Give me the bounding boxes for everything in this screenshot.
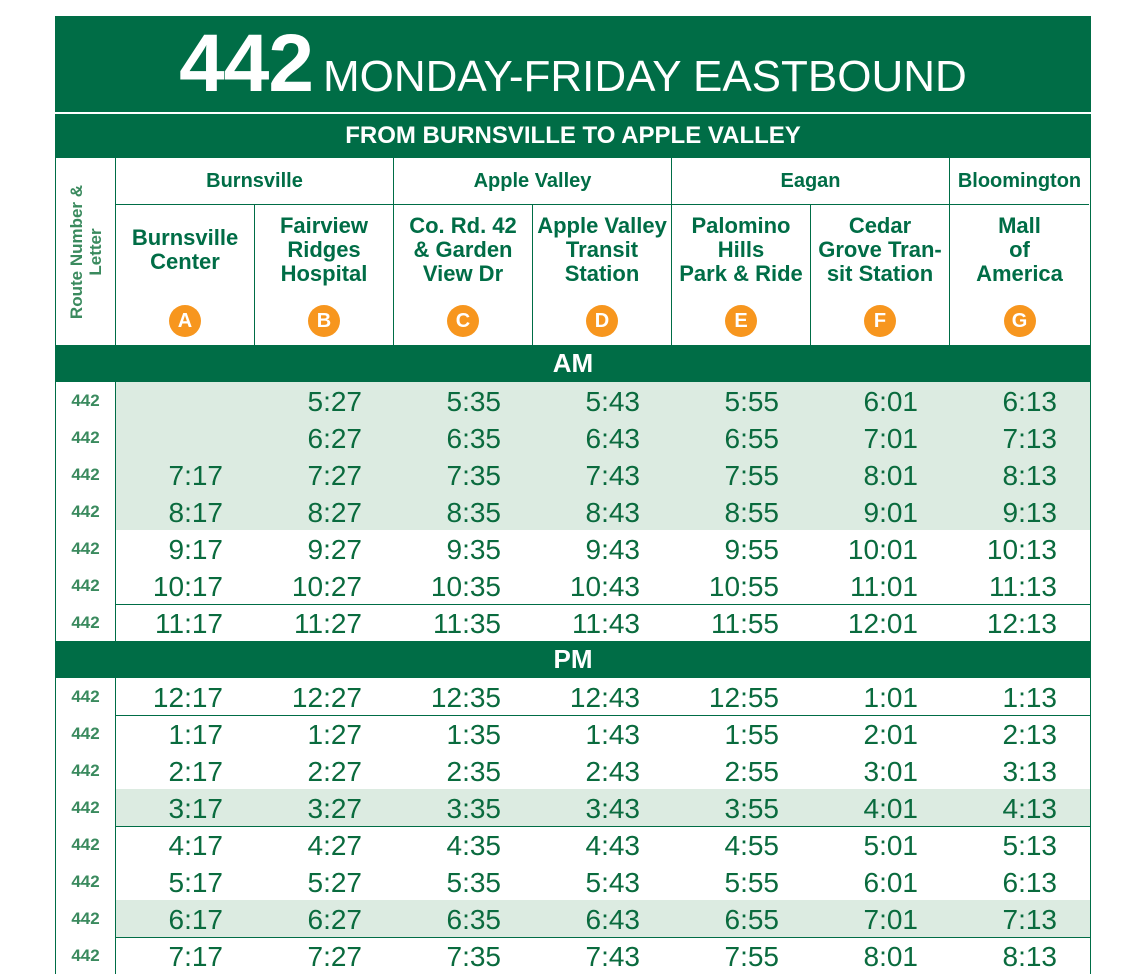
stop-name-line: Transit: [565, 237, 639, 262]
departure-time-cell: 12:43: [569, 682, 640, 713]
route-number-cell: 442: [56, 752, 116, 789]
departure-time-cell: 7:35: [446, 460, 501, 491]
stop-name-line: Co. Rd. 42: [409, 213, 517, 238]
departure-time-cell: 3:27: [307, 793, 362, 824]
table-row: [56, 900, 1090, 937]
route-number-cell: 442: [56, 826, 116, 863]
stop-name-line: Burnsville: [131, 225, 239, 250]
departure-time-cell: 1:43: [585, 719, 640, 750]
table-row: [56, 382, 1090, 419]
departure-time-cell: 7:01: [863, 904, 918, 935]
time-cells: [116, 752, 1090, 789]
departure-time-cell: 1:01: [863, 682, 918, 713]
departure-time-cell: 11:35: [433, 608, 501, 639]
departure-time-cell: 2:13: [1002, 719, 1057, 750]
departure-time-cell: 3:01: [863, 756, 918, 787]
departure-time-cell: 1:35: [446, 719, 501, 750]
departure-time-cell: 4:43: [585, 830, 640, 861]
route-number-cell: 442: [56, 456, 116, 493]
departure-time-cell: 7:35: [446, 941, 501, 972]
stop-column-header: [950, 205, 1089, 345]
departure-time-cell: 5:17: [168, 867, 223, 898]
stop-name-line: Palomino: [691, 213, 791, 238]
departure-time-cell: 4:01: [863, 793, 918, 824]
departure-time-cell: 5:35: [446, 386, 501, 417]
stop-name-line: Center: [150, 249, 220, 274]
departure-time-cell: 6:13: [1002, 867, 1057, 898]
departure-time-cell: 4:17: [168, 830, 223, 861]
timetable-header: [55, 158, 1091, 345]
schedule-title: MONDAY-FRIDAY EASTBOUND: [323, 52, 967, 101]
table-row: [56, 456, 1090, 493]
stop-name-lines: [132, 226, 238, 288]
departure-time-cell: 7:01: [863, 423, 918, 454]
table-row: [56, 752, 1090, 789]
departure-time-cell: 6:17: [168, 904, 223, 935]
departure-time-cell: 3:35: [446, 793, 501, 824]
time-cells: [116, 826, 1090, 863]
city-header: Bloomington: [950, 158, 1089, 205]
departure-time-cell: 3:17: [168, 793, 223, 824]
departure-time-cell: 7:27: [307, 941, 362, 972]
route-column-label: Route Number & Letter: [66, 184, 105, 319]
time-cells: [116, 419, 1090, 456]
stop-name: [811, 215, 949, 299]
pm-period-bar: PM: [55, 641, 1091, 678]
departure-time-cell: 7:13: [1002, 904, 1057, 935]
departure-time-cell: 11:43: [572, 608, 640, 639]
departure-time-cell: 3:13: [1002, 756, 1057, 787]
departure-time-cell: 10:01: [847, 534, 918, 565]
departure-time-cell: 6:01: [863, 867, 918, 898]
departure-time-cell: [116, 382, 255, 419]
departure-time-cell: 4:13: [1002, 793, 1057, 824]
departure-time-cell: 8:01: [863, 460, 918, 491]
departure-time-cell: 5:13: [1002, 830, 1057, 861]
departure-time-cell: 7:17: [168, 941, 223, 972]
stop-name-lines: [818, 214, 941, 300]
departure-time-cell: 10:17: [152, 571, 223, 602]
route-number-cell: 442: [56, 530, 116, 567]
stop-name-line: View Dr: [422, 261, 504, 286]
stop-name-line: Ridges: [287, 237, 361, 262]
stop-name-line: & Garden: [413, 237, 513, 262]
departure-time-cell: 12:17: [152, 682, 223, 713]
departure-time-cell: 7:27: [307, 460, 362, 491]
time-cells: [116, 863, 1090, 901]
table-row: [56, 715, 1090, 752]
table-row: [56, 937, 1090, 974]
schedule-sheet: [55, 16, 1091, 974]
time-cells: [116, 382, 1090, 419]
stop-name-line: Apple Valley: [537, 213, 667, 238]
stop-name-line: Cedar: [848, 213, 912, 238]
stop-name-lines: [976, 214, 1063, 300]
stop-name-line: Grove Tran-: [818, 237, 942, 262]
departure-time-cell: 10:43: [569, 571, 640, 602]
stop-letter-badge: F: [864, 305, 896, 337]
departure-time-cell: 12:35: [430, 682, 501, 713]
departure-time-cell: 2:17: [168, 756, 223, 787]
stop-name: [672, 215, 810, 299]
route-column-header: [56, 158, 116, 345]
time-cells: [116, 604, 1090, 641]
route-number-cell: 442: [56, 678, 116, 715]
city-header: Eagan: [672, 158, 950, 205]
am-period-bar: AM: [55, 345, 1091, 382]
stop-letter-badge: D: [586, 305, 618, 337]
departure-time-cell: 3:55: [724, 793, 779, 824]
departure-time-cell: 7:43: [585, 460, 640, 491]
departure-time-cell: 2:35: [446, 756, 501, 787]
stop-column-header: [811, 205, 950, 345]
departure-time-cell: 11:01: [850, 571, 918, 602]
table-row: [56, 493, 1090, 530]
departure-time-cell: 8:55: [724, 497, 779, 528]
departure-time-cell: 10:27: [291, 571, 362, 602]
departure-time-cell: 7:13: [1002, 423, 1057, 454]
departure-time-cell: 11:55: [711, 608, 779, 639]
table-row: [56, 789, 1090, 826]
departure-time-cell: 5:55: [724, 867, 779, 898]
departure-time-cell: 12:01: [847, 608, 918, 639]
stop-name-line: sit Station: [826, 261, 934, 286]
route-number-cell: 442: [56, 604, 116, 641]
am-rows: [55, 382, 1091, 641]
table-row: [56, 419, 1090, 456]
departure-time-cell: 5:55: [724, 386, 779, 417]
departure-time-cell: 9:13: [1002, 497, 1057, 528]
direction-subtitle: FROM BURNSVILLE TO APPLE VALLEY: [55, 112, 1091, 158]
departure-time-cell: 7:55: [724, 941, 779, 972]
route-number-cell: 442: [56, 900, 116, 937]
departure-time-cell: 6:27: [307, 904, 362, 935]
departure-time-cell: 12:55: [708, 682, 779, 713]
departure-time-cell: 10:13: [986, 534, 1057, 565]
departure-time-cell: 6:27: [307, 423, 362, 454]
route-number-cell: 442: [56, 863, 116, 900]
route-number-cell: 442: [56, 789, 116, 826]
departure-time-cell: 6:55: [724, 423, 779, 454]
stop-column-header: [394, 205, 533, 345]
city-header: Burnsville: [116, 158, 394, 205]
departure-time-cell: 10:35: [430, 571, 501, 602]
departure-time-cell: 1:55: [724, 719, 779, 750]
departure-time-cell: [116, 419, 255, 456]
stop-name-lines: [537, 214, 667, 300]
departure-time-cell: 6:13: [1002, 386, 1057, 417]
stop-name-line: America: [976, 261, 1063, 286]
time-cells: [116, 789, 1090, 827]
stop-name: [116, 215, 254, 299]
departure-time-cell: 9:43: [585, 534, 640, 565]
departure-time-cell: 8:13: [1002, 460, 1057, 491]
departure-time-cell: 6:35: [446, 904, 501, 935]
departure-time-cell: 5:01: [863, 830, 918, 861]
departure-time-cell: 4:27: [307, 830, 362, 861]
departure-time-cell: 6:01: [863, 386, 918, 417]
stop-name-line: of: [1009, 237, 1030, 262]
time-cells: [116, 456, 1090, 494]
time-cells: [116, 937, 1090, 974]
table-row: [56, 530, 1090, 567]
departure-time-cell: 1:13: [1002, 682, 1057, 713]
route-number-title: 442: [179, 18, 313, 109]
stop-name: [255, 215, 393, 299]
stop-name: [394, 215, 532, 299]
time-cells: [116, 567, 1090, 605]
stop-column-header: [533, 205, 672, 345]
time-cells: [116, 900, 1090, 938]
table-row: [56, 678, 1090, 715]
departure-time-cell: 8:35: [446, 497, 501, 528]
stop-name: [950, 215, 1089, 299]
departure-time-cell: 6:55: [724, 904, 779, 935]
departure-time-cell: 11:13: [989, 571, 1057, 602]
stop-name-line: Hospital: [280, 261, 368, 286]
departure-time-cell: 6:35: [446, 423, 501, 454]
departure-time-cell: 12:27: [291, 682, 362, 713]
stop-name-lines: [679, 214, 803, 300]
departure-time-cell: 6:43: [585, 423, 640, 454]
departure-time-cell: 1:27: [307, 719, 362, 750]
stop-name-line: Hills: [717, 237, 765, 262]
departure-time-cell: 7:43: [585, 941, 640, 972]
stop-column-header: [672, 205, 811, 345]
departure-time-cell: 2:55: [724, 756, 779, 787]
departure-time-cell: 6:43: [585, 904, 640, 935]
route-number-cell: 442: [56, 419, 116, 456]
departure-time-cell: 9:17: [168, 534, 223, 565]
stop-name-line: Park & Ride: [679, 261, 803, 286]
departure-time-cell: 12:13: [986, 608, 1057, 639]
route-number-cell: 442: [56, 937, 116, 974]
departure-time-cell: 8:17: [168, 497, 223, 528]
title-bar: [55, 16, 1091, 112]
departure-time-cell: 10:55: [708, 571, 779, 602]
stop-column-header: [116, 205, 255, 345]
departure-time-cell: 7:17: [168, 460, 223, 491]
departure-time-cell: 9:27: [307, 534, 362, 565]
departure-time-cell: 8:43: [585, 497, 640, 528]
time-cells: [116, 530, 1090, 567]
departure-time-cell: 11:17: [155, 608, 223, 639]
departure-time-cell: 4:35: [446, 830, 501, 861]
stop-name-line: Fairview: [279, 213, 369, 238]
stop-letter-badge: G: [1004, 305, 1036, 337]
stop-letter-badge: E: [725, 305, 757, 337]
departure-time-cell: 9:01: [863, 497, 918, 528]
departure-time-cell: 8:13: [1002, 941, 1057, 972]
departure-time-cell: 9:35: [446, 534, 501, 565]
route-number-cell: 442: [56, 567, 116, 604]
table-row: [56, 604, 1090, 641]
departure-time-cell: 5:27: [307, 386, 362, 417]
departure-time-cell: 5:27: [307, 867, 362, 898]
departure-time-cell: 5:43: [585, 867, 640, 898]
route-number-cell: 442: [56, 715, 116, 752]
stop-name-lines: [280, 214, 368, 300]
stop-letter-badge: B: [308, 305, 340, 337]
departure-time-cell: 2:43: [585, 756, 640, 787]
time-cells: [116, 493, 1090, 530]
table-row: [56, 826, 1090, 863]
table-row: [56, 863, 1090, 900]
departure-time-cell: 2:27: [307, 756, 362, 787]
departure-time-cell: 8:01: [863, 941, 918, 972]
departure-time-cell: 5:43: [585, 386, 640, 417]
city-header: Apple Valley: [394, 158, 672, 205]
stop-name: [533, 215, 671, 299]
stop-letter-badge: C: [447, 305, 479, 337]
table-row: [56, 567, 1090, 604]
departure-time-cell: 3:43: [585, 793, 640, 824]
stop-letter-badge: A: [169, 305, 201, 337]
departure-time-cell: 5:35: [446, 867, 501, 898]
departure-time-cell: 7:55: [724, 460, 779, 491]
time-cells: [116, 678, 1090, 716]
departure-time-cell: 4:55: [724, 830, 779, 861]
stop-name-line: Mall: [998, 213, 1041, 238]
departure-time-cell: 9:55: [724, 534, 779, 565]
route-number-cell: 442: [56, 493, 116, 530]
departure-time-cell: 2:01: [863, 719, 918, 750]
departure-time-cell: 8:27: [307, 497, 362, 528]
departure-time-cell: 1:17: [168, 719, 223, 750]
departure-time-cell: 11:27: [294, 608, 362, 639]
stop-column-header: [255, 205, 394, 345]
time-cells: [116, 715, 1090, 752]
route-number-cell: 442: [56, 382, 116, 419]
pm-rows: [55, 678, 1091, 974]
stop-name-line: Station: [564, 261, 640, 286]
stop-name-lines: [409, 214, 517, 300]
